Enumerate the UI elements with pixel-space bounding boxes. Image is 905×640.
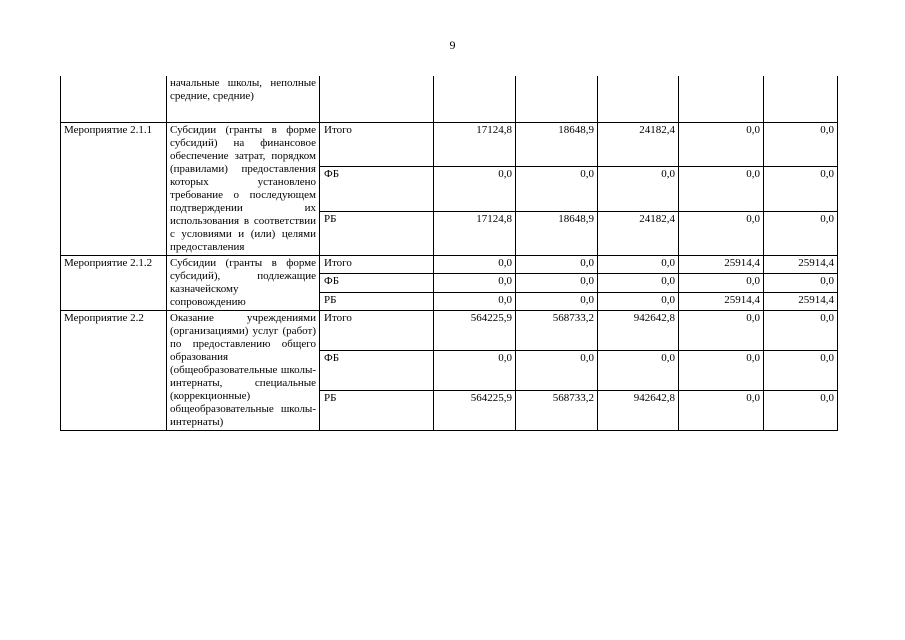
source-cell: ФБ: [320, 167, 434, 211]
value-cell: 24182,4: [598, 211, 679, 255]
source-cell: Итого: [320, 256, 434, 274]
value-cell: [764, 76, 838, 123]
value-cell: 24182,4: [598, 123, 679, 167]
measure-cell: Мероприятие 2.1.2: [61, 256, 167, 311]
value-cell: 0,0: [679, 391, 764, 431]
measure-cell: Мероприятие 2.2: [61, 311, 167, 431]
value-cell: [598, 76, 679, 123]
value-cell: 564225,9: [434, 311, 516, 351]
value-cell: [434, 76, 516, 123]
value-cell: 0,0: [516, 256, 598, 274]
value-cell: 0,0: [434, 167, 516, 211]
value-cell: 0,0: [679, 274, 764, 292]
value-cell: 0,0: [516, 167, 598, 211]
value-cell: 0,0: [764, 211, 838, 255]
value-cell: 0,0: [598, 167, 679, 211]
value-cell: 0,0: [764, 351, 838, 391]
value-cell: 0,0: [598, 292, 679, 310]
table-row-continuation: [61, 76, 838, 123]
value-cell: 0,0: [679, 123, 764, 167]
value-cell: 0,0: [516, 274, 598, 292]
value-cell: 0,0: [598, 351, 679, 391]
table-row: [61, 256, 838, 274]
value-cell: 25914,4: [679, 256, 764, 274]
source-cell: [320, 76, 434, 123]
value-cell: 0,0: [764, 123, 838, 167]
value-cell: [516, 76, 598, 123]
value-cell: 0,0: [679, 311, 764, 351]
source-cell: Итого: [320, 123, 434, 167]
name-cell: Субсидии (гранты в форме субсидий) на финансовое обеспечение затрат, порядком (правилами) предоставления которых установлено требование о последующем подтверждении их использования в соответствии с условиями и (или) целями предоставления: [167, 123, 320, 256]
name-cell: Оказание учреждениями (организациями) услуг (работ) по предоставлению общего образования (общеобразовательные школы-интернаты, специальные (коррекционные) общеобразовательные школы-интернаты): [167, 311, 320, 431]
value-cell: 564225,9: [434, 391, 516, 431]
value-cell: 0,0: [679, 211, 764, 255]
source-cell: ФБ: [320, 274, 434, 292]
table-body: [61, 76, 838, 431]
source-cell: РБ: [320, 391, 434, 431]
value-cell: 25914,4: [679, 292, 764, 310]
value-cell: 0,0: [764, 391, 838, 431]
table-row: [61, 123, 838, 167]
source-cell: РБ: [320, 211, 434, 255]
value-cell: 942642,8: [598, 391, 679, 431]
value-cell: 568733,2: [516, 391, 598, 431]
page-number: 9: [449, 38, 456, 52]
value-cell: 18648,9: [516, 123, 598, 167]
value-cell: 0,0: [764, 311, 838, 351]
value-cell: 0,0: [516, 351, 598, 391]
value-cell: 0,0: [679, 167, 764, 211]
value-cell: 25914,4: [764, 256, 838, 274]
value-cell: 0,0: [516, 292, 598, 310]
source-cell: ФБ: [320, 351, 434, 391]
value-cell: 0,0: [434, 351, 516, 391]
value-cell: 0,0: [764, 167, 838, 211]
value-cell: 17124,8: [434, 123, 516, 167]
measure-cell: Мероприятие 2.1.1: [61, 123, 167, 256]
measure-cell: [61, 76, 167, 123]
value-cell: 25914,4: [764, 292, 838, 310]
budget-table: [60, 76, 838, 431]
value-cell: 0,0: [764, 274, 838, 292]
name-cell: Субсидии (гранты в форме субсидий), подлежащие казначейскому сопровождению: [167, 256, 320, 311]
value-cell: 0,0: [598, 274, 679, 292]
value-cell: 568733,2: [516, 311, 598, 351]
source-cell: РБ: [320, 292, 434, 310]
value-cell: 0,0: [598, 256, 679, 274]
source-cell: Итого: [320, 311, 434, 351]
value-cell: [679, 76, 764, 123]
value-cell: 0,0: [434, 292, 516, 310]
value-cell: 0,0: [679, 351, 764, 391]
name-cell: начальные школы, неполные средние, средние): [167, 76, 320, 123]
value-cell: 0,0: [434, 274, 516, 292]
value-cell: 18648,9: [516, 211, 598, 255]
value-cell: 0,0: [434, 256, 516, 274]
table-row: [61, 311, 838, 351]
value-cell: 17124,8: [434, 211, 516, 255]
value-cell: 942642,8: [598, 311, 679, 351]
